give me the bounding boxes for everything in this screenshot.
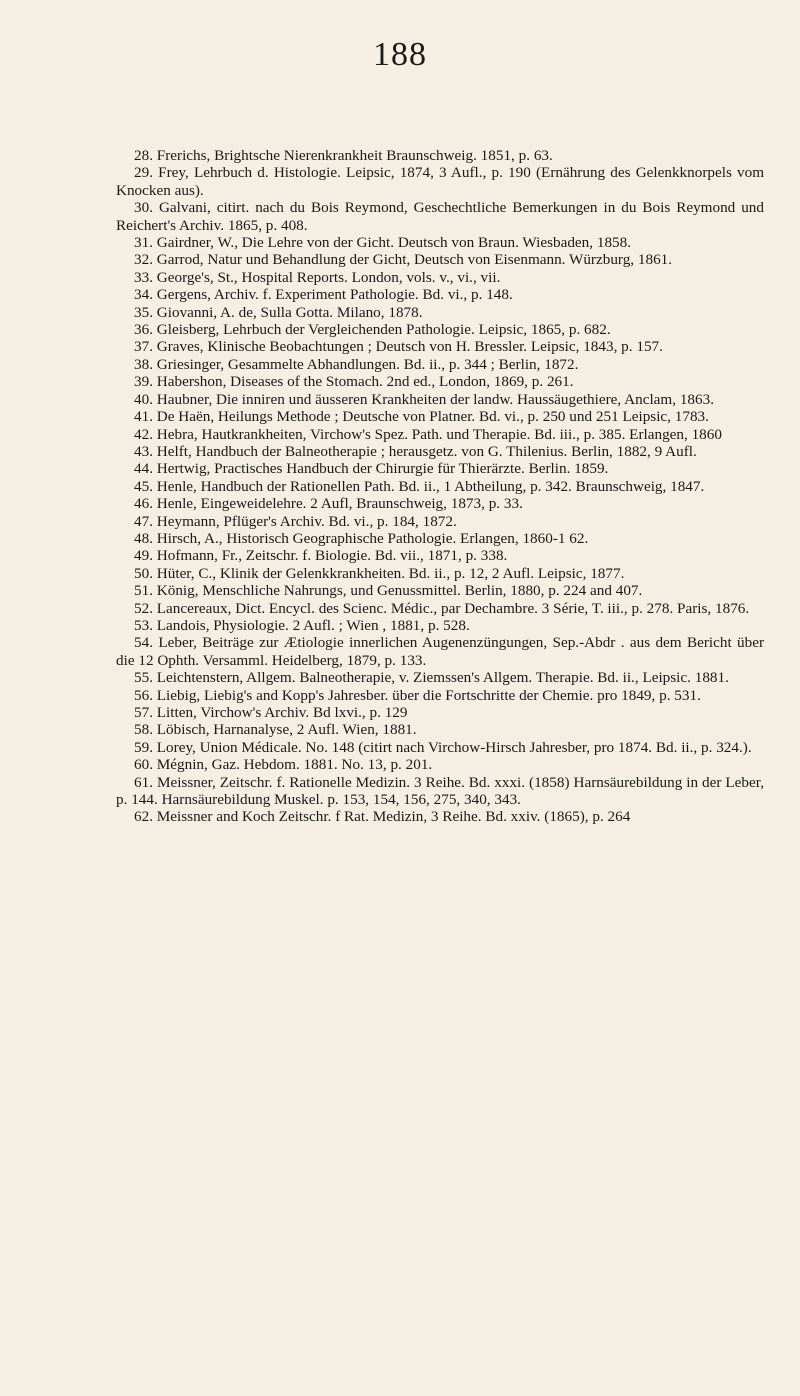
reference-text: Henle, Eingeweidelehre. 2 Aufl, Braunschweig, 1873, p. 33. (156, 495, 523, 513)
reference-entry (116, 426, 764, 443)
reference-entry (116, 286, 764, 303)
reference-number: 50. (134, 564, 153, 582)
reference-entry (116, 756, 764, 773)
reference-entry (116, 304, 764, 321)
reference-text: Mégnin, Gaz. Hebdom. 1881. No. 13, p. 201. (156, 756, 433, 774)
reference-number: 58. (134, 721, 153, 739)
reference-text: Liebig, Liebig's and Kopp's Jahresber. über die Fortschritte der Chemie. pro 1849, p. 531. (156, 686, 701, 704)
reference-text: Garrod, Natur und Behandlung der Gicht, Deutsch von Eisenmann. Würzburg, 1861. (156, 251, 673, 269)
reference-number: 56. (134, 686, 153, 704)
reference-text: Hofmann, Fr., Zeitschr. f. Biologie. Bd. vii., 1871, p. 338. (156, 547, 508, 565)
reference-text: Henle, Handbuch der Rationellen Path. Bd. ii., 1 Abtheilung, p. 342. Braunschweig, 1847. (156, 477, 705, 495)
reference-text: Haubner, Die inniren und äusseren Krankheiten der landw. Haussäugethiere, Anclam, 1863. (156, 390, 714, 408)
reference-entry (116, 373, 764, 390)
reference-text: König, Menschliche Nahrungs, und Genussmittel. Berlin, 1880, p. 224 and 407. (156, 582, 643, 600)
reference-number: 53. (134, 616, 153, 634)
reference-entry (116, 164, 764, 199)
reference-number: 45. (134, 477, 153, 495)
reference-number: 62. (134, 808, 153, 826)
reference-number: 33. (134, 268, 153, 286)
page-number: 188 (373, 36, 427, 73)
reference-text: Meissner, Zeitschr. f. Rationelle Medizin. 3 Reihe. Bd. xxxi. (1858) Harnsäurebildung in der Leber, p. 144. Harnsäurebildung Muskel. p. 153, 154, 156, 275, 340, 343. (116, 773, 764, 809)
reference-number: 32. (134, 251, 153, 269)
reference-number: 52. (134, 599, 153, 617)
reference-entry (116, 478, 764, 495)
reference-entry (116, 565, 764, 582)
reference-number: 40. (134, 390, 153, 408)
reference-text: Hirsch, A., Historisch Geographische Pathologie. Erlangen, 1860-1 62. (156, 529, 589, 547)
reference-number: 57. (134, 704, 153, 721)
reference-number: 55. (134, 669, 153, 687)
reference-text: Meissner and Koch Zeitschr. f Rat. Medizin, 3 Reihe. Bd. xxiv. (1865), p. 264 (156, 808, 631, 826)
reference-entry (116, 617, 764, 634)
reference-text: Löbisch, Harnanalyse, 2 Aufl. Wien, 1881. (156, 721, 417, 739)
reference-number: 43. (134, 442, 153, 460)
reference-entry (116, 199, 764, 234)
reference-number: 42. (134, 425, 153, 443)
reference-number: 29. (134, 164, 153, 182)
reference-text: Helft, Handbuch der Balneotherapie ; herausgetz. von G. Thilenius. Berlin, 1882, 9 Aufl. (156, 442, 697, 460)
reference-text: Hertwig, Practisches Handbuch der Chirurgie für Thierärzte. Berlin. 1859. (156, 460, 609, 478)
reference-number: 28. (134, 147, 153, 164)
reference-number: 41. (134, 408, 153, 426)
reference-entry (116, 251, 764, 268)
reference-entry (116, 774, 764, 809)
reference-number: 51. (134, 582, 153, 600)
reference-number: 49. (134, 547, 153, 565)
reference-text: Lorey, Union Médicale. No. 148 (citirt nach Virchow-Hirsch Jahresber, pro 1874. Bd. ii., p. 324.). (156, 738, 752, 756)
reference-entry (116, 582, 764, 599)
reference-number: 48. (134, 529, 153, 547)
reference-text: Frerichs, Brightsche Nierenkrankheit Braunschweig. 1851, p. 63. (156, 147, 553, 164)
reference-entry (116, 721, 764, 738)
reference-entry (116, 338, 764, 355)
reference-entry (116, 495, 764, 512)
reference-entry (116, 443, 764, 460)
reference-text: Giovanni, A. de, Sulla Gotta. Milano, 1878. (156, 303, 423, 321)
reference-entry (116, 739, 764, 756)
reference-entry (116, 391, 764, 408)
reference-number: 31. (134, 234, 153, 252)
reference-entry (116, 530, 764, 547)
reference-text: Hüter, C., Klinik der Gelenkkrankheiten. Bd. ii., p. 12, 2 Aufl. Leipsic, 1877. (156, 564, 625, 582)
reference-number: 38. (134, 355, 153, 373)
reference-entry (116, 600, 764, 617)
reference-number: 35. (134, 303, 153, 321)
reference-entry (116, 234, 764, 251)
reference-text: Gleisberg, Lehrbuch der Vergleichenden Pathologie. Leipsic, 1865, p. 682. (156, 321, 611, 339)
reference-entry (116, 269, 764, 286)
reference-number: 59. (134, 738, 153, 756)
reference-number: 37. (134, 338, 153, 356)
reference-text: Leber, Beiträge zur Ætiologie innerlichen Augenenzüngungen, Sep.-Abdr . aus dem Bericht über die 12 Ophth. Versamml. Heidelberg, 1879, p. 133. (116, 634, 764, 669)
reference-number: 54. (134, 634, 153, 652)
reference-text: Gergens, Archiv. f. Experiment Pathologie. Bd. vi., p. 148. (156, 286, 513, 304)
reference-text: Graves, Klinische Beobachtungen ; Deutsch von H. Bressler. Leipsic, 1843, p. 157. (156, 338, 663, 356)
reference-text: De Haën, Heilungs Methode ; Deutsche von Platner. Bd. vi., p. 250 und 251 Leipsic, 1783. (156, 408, 709, 426)
reference-list (116, 147, 764, 826)
reference-number: 46. (134, 495, 153, 513)
reference-text: Frey, Lehrbuch d. Histologie. Leipsic, 1874, 3 Aufl., p. 190 (Ernährung des Gelenkknorpels vom Knocken aus). (116, 164, 765, 199)
reference-text: George's, St., Hospital Reports. London, vols. v., vi., vii. (156, 268, 501, 286)
reference-text: Landois, Physiologie. 2 Aufl. ; Wien , 1881, p. 528. (156, 616, 470, 634)
reference-entry (116, 460, 764, 477)
reference-entry (116, 704, 764, 721)
reference-entry (116, 513, 764, 530)
reference-text: Heymann, Pflüger's Archiv. Bd. vi., p. 184, 1872. (156, 512, 457, 530)
reference-entry (116, 808, 764, 825)
reference-number: 30. (134, 199, 153, 217)
reference-text: Litten, Virchow's Archiv. Bd lxvi., p. 129 (156, 704, 408, 721)
reference-entry (116, 669, 764, 686)
reference-number: 34. (134, 286, 153, 304)
reference-text: Leichtenstern, Allgem. Balneotherapie, v. Ziemssen's Allgem. Therapie. Bd. ii., Leipsic. 1881. (156, 669, 729, 687)
reference-text: Lancereaux, Dict. Encycl. des Scienc. Médic., par Dechambre. 3 Série, T. iii., p. 278. Paris, 1876. (156, 599, 750, 617)
reference-entry (116, 321, 764, 338)
reference-text: Hebra, Hautkrankheiten, Virchow's Spez. Path. und Therapie. Bd. iii., p. 385. Erlangen, 1860 (156, 425, 722, 443)
reference-text: Galvani, citirt. nach du Bois Reymond, Geschechtliche Bemerkungen in du Bois Reymond und Reichert's Archiv. 1865, p. 408. (116, 199, 764, 234)
reference-text: Gairdner, W., Die Lehre von der Gicht. Deutsch von Braun. Wiesbaden, 1858. (156, 234, 632, 252)
reference-text: Griesinger, Gesammelte Abhandlungen. Bd. ii., p. 344 ; Berlin, 1872. (156, 355, 579, 373)
reference-number: 36. (134, 321, 153, 339)
reference-entry (116, 687, 764, 704)
reference-number: 47. (134, 512, 153, 530)
reference-number: 61. (134, 773, 153, 791)
reference-number: 44. (134, 460, 153, 478)
reference-number: 39. (134, 373, 153, 391)
reference-text: Habershon, Diseases of the Stomach. 2nd ed., London, 1869, p. 261. (156, 373, 574, 391)
reference-entry (116, 356, 764, 373)
reference-entry (116, 547, 764, 564)
reference-entry (116, 408, 764, 425)
reference-number: 60. (134, 756, 153, 774)
reference-entry (116, 634, 764, 669)
reference-entry (116, 147, 764, 164)
